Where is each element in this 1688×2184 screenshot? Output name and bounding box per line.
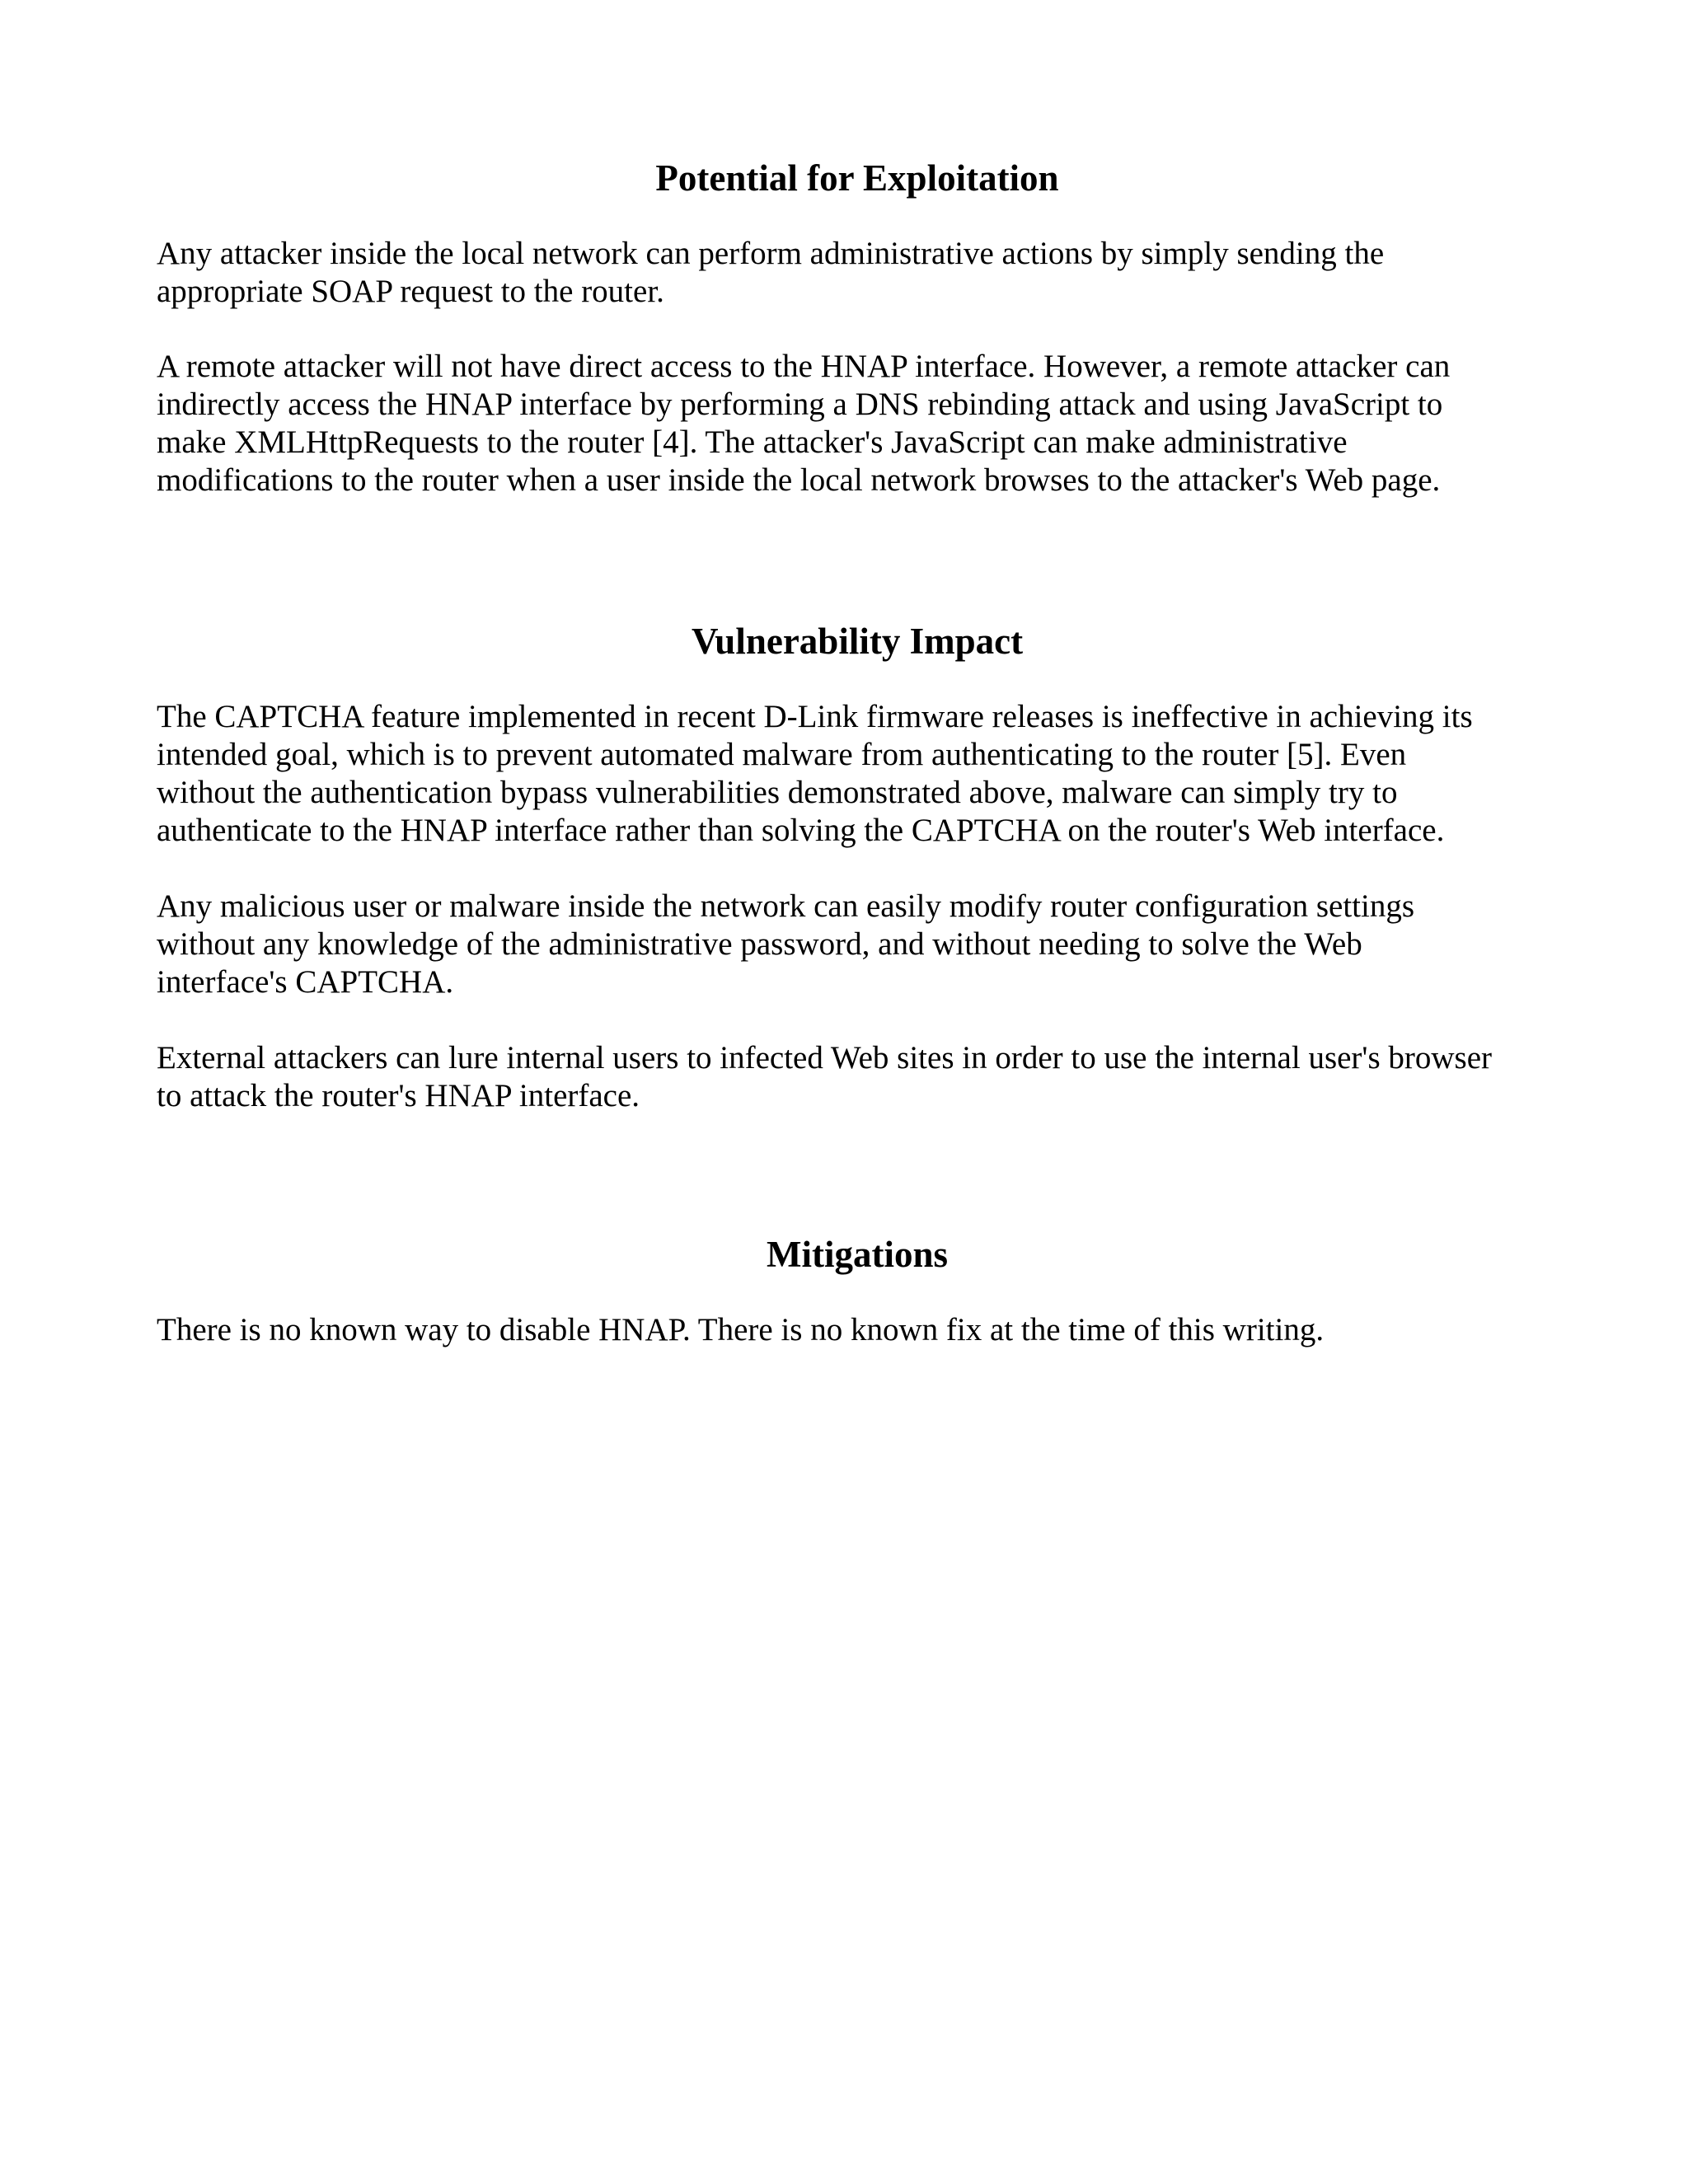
paragraph: The CAPTCHA feature implemented in recent D-Link firmware releases is ineffective in achieving its intended goal, which is to prevent automated malware from authenticating to the router [5]. Even without the authentication bypass vulnerabilities demonstrated above, malware can simply try to authenticate to the HNAP interface rather than solving the CAPTCHA on the router's Web interface. — [157, 699, 1473, 848]
section-mitigations — [157, 1233, 1558, 1347]
section-heading: Mitigations — [767, 1234, 948, 1275]
section-heading: Potential for Exploitation — [655, 157, 1059, 199]
paragraph: Any attacker inside the local network can perform administrative actions by simply sending the appropriate SOAP request to the router. — [157, 236, 1385, 309]
paragraph: There is no known way to disable HNAP. There is no known fix at the time of this writing. — [157, 1312, 1325, 1347]
paragraph: A remote attacker will not have direct access to the HNAP interface. However, a remote attacker can indirectly access the HNAP interface by performing a DNS rebinding attack and using JavaScript to make XMLHttpRequests to the router [4]. The attacker's JavaScript can make administrative modifications to the router when a user inside the local network browses to the attacker's Web page. — [157, 349, 1451, 498]
section-vulnerability-impact — [157, 620, 1558, 1113]
section-heading: Vulnerability Impact — [691, 621, 1024, 662]
paragraph: External attackers can lure internal users to infected Web sites in order to use the internal user's browser to attack the router's HNAP interface. — [157, 1040, 1493, 1113]
section-potential-for-exploitation — [157, 157, 1558, 498]
paragraph: Any malicious user or malware inside the network can easily modify router configuration settings without any knowledge of the administrative password, and without needing to solve the Web interface's CAPTCHA. — [157, 888, 1415, 1000]
